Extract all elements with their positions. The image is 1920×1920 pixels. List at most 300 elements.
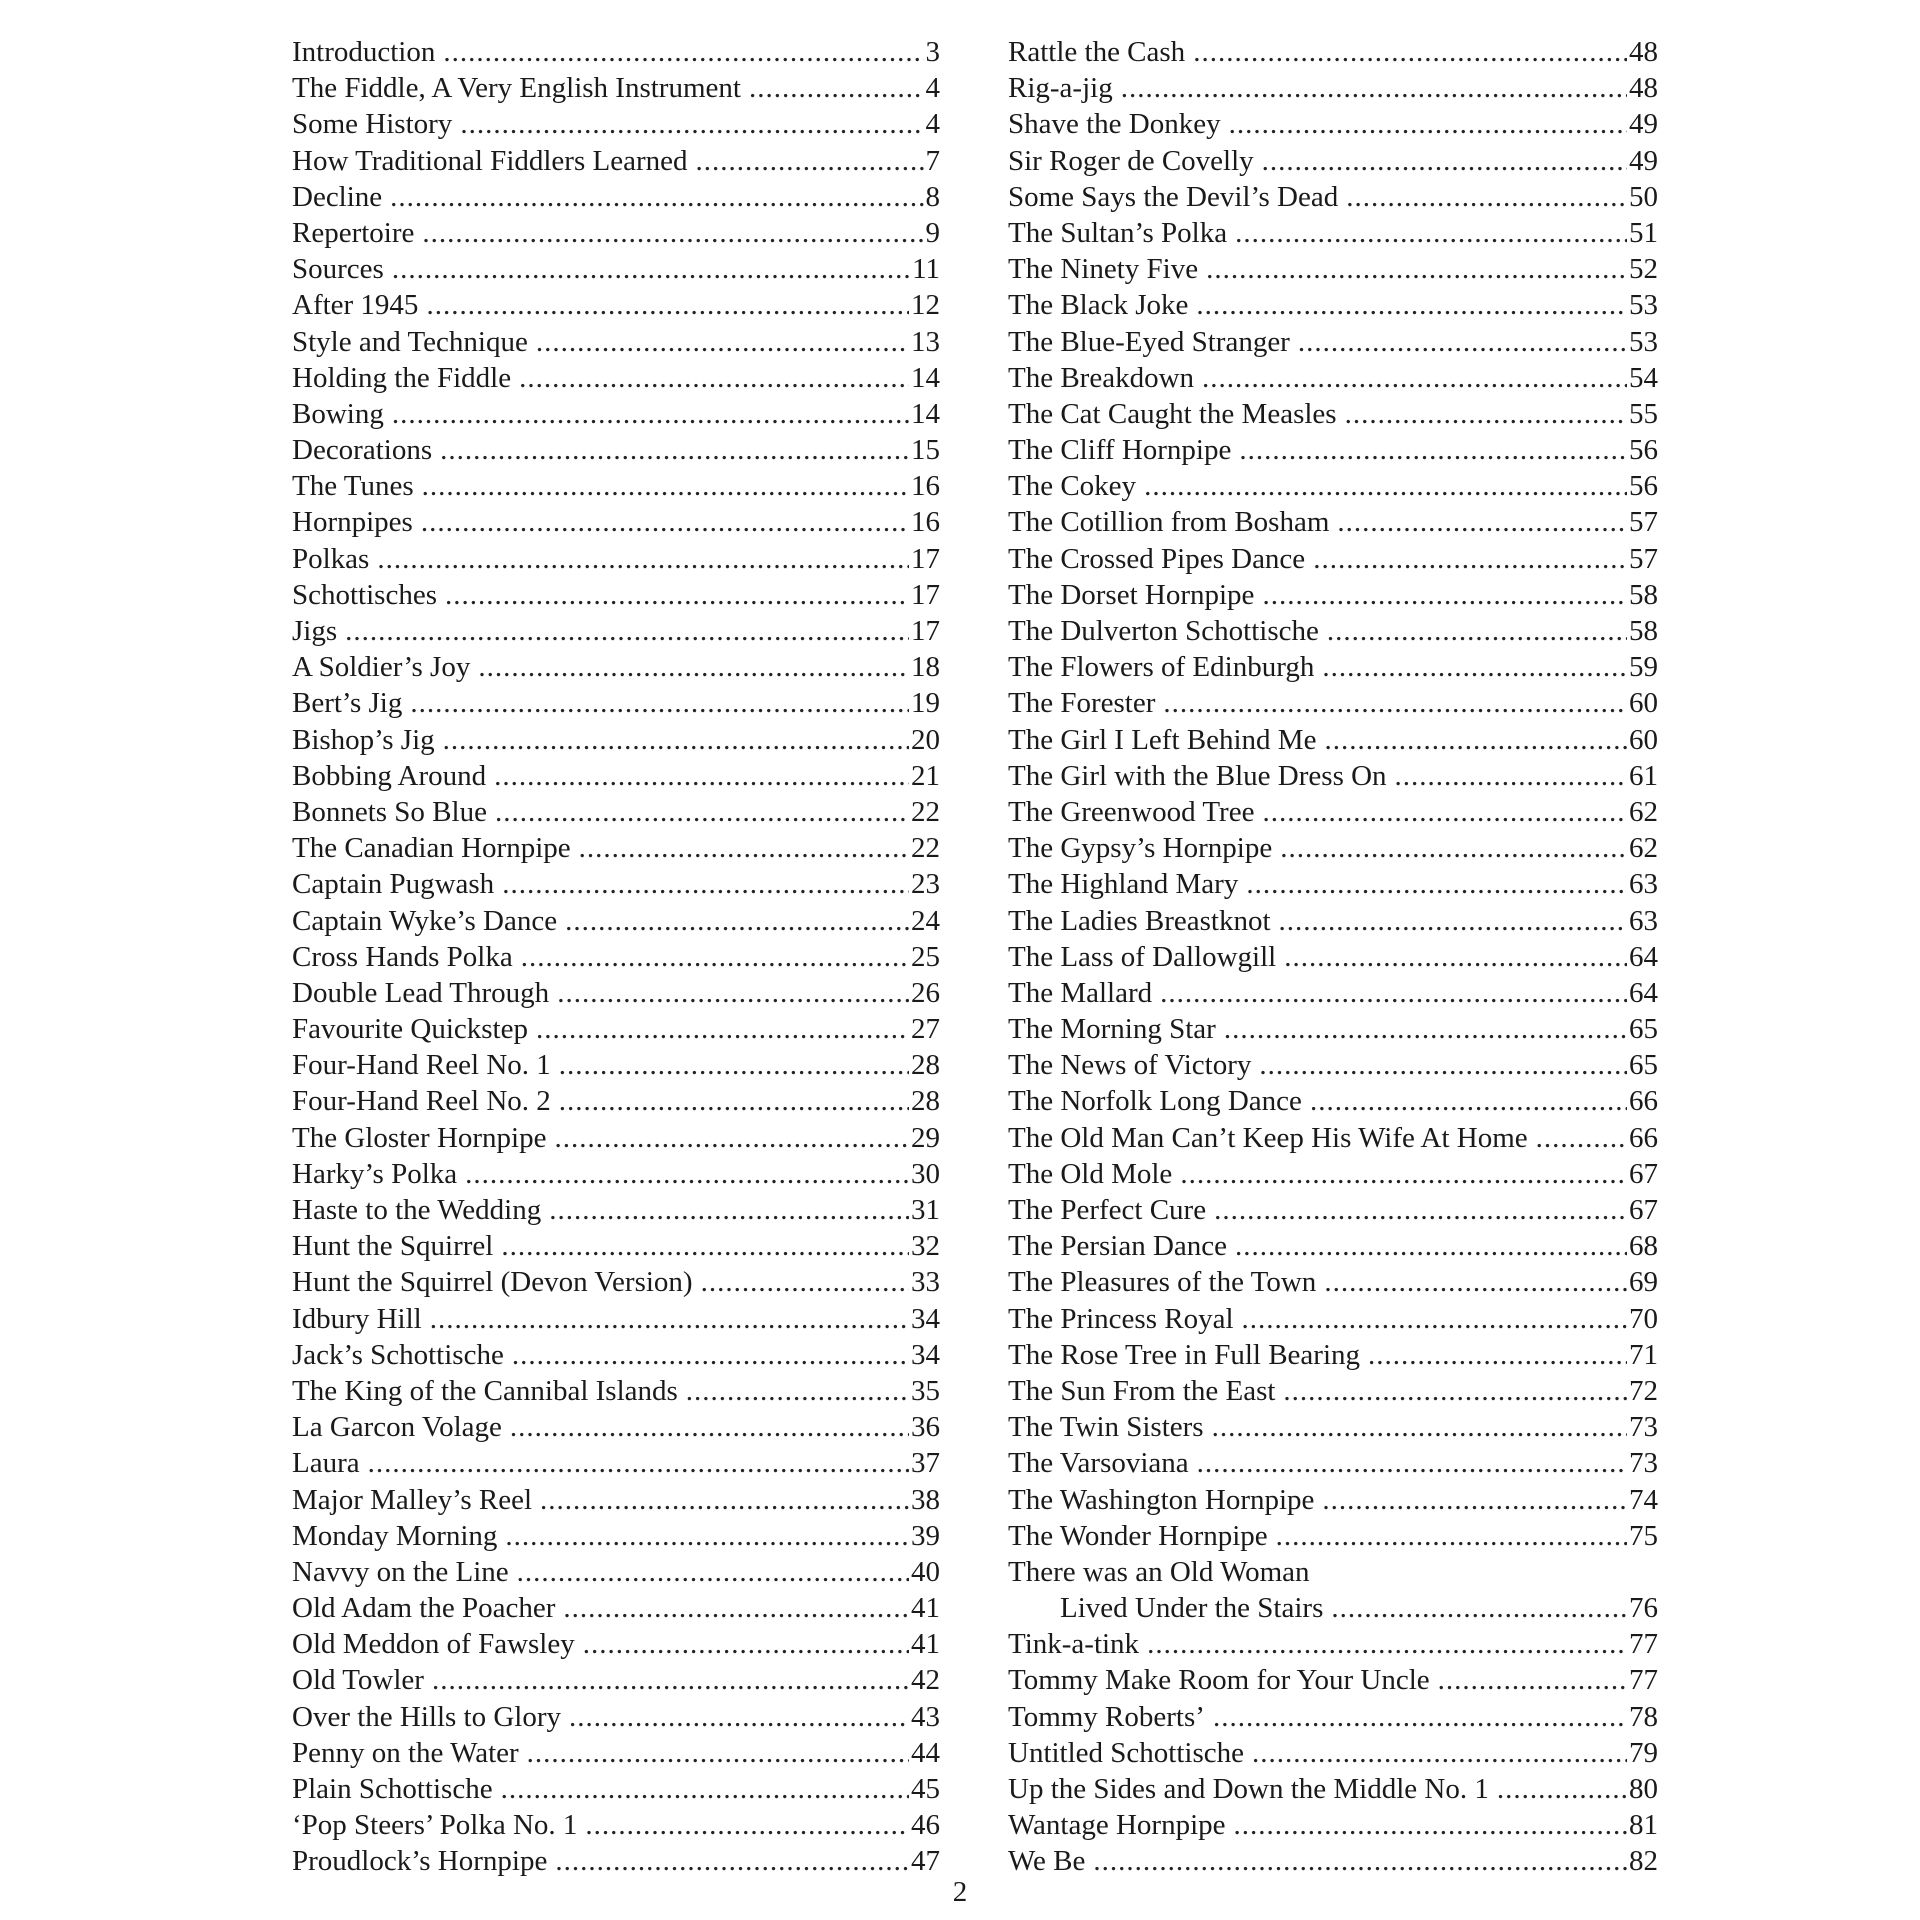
toc-entry-title: Polkas [292, 542, 370, 575]
toc-entry-page: 56 [1629, 434, 1658, 467]
toc-entry [292, 468, 940, 504]
toc-entry-page: 26 [911, 976, 940, 1009]
dot-leader [494, 758, 909, 794]
toc-entry-page: 75 [1629, 1519, 1658, 1552]
toc-entry [292, 70, 940, 106]
toc-entry-title: The Ladies Breastknot [1008, 904, 1271, 937]
dot-leader [540, 1482, 909, 1518]
dot-leader [1324, 1264, 1627, 1300]
toc-entry [292, 1771, 940, 1807]
toc-entry-title: The Tunes [292, 470, 414, 503]
dot-leader [1310, 1083, 1627, 1119]
toc-entry [1008, 1120, 1658, 1156]
toc-entry-title: The Mallard [1008, 976, 1153, 1009]
dot-leader [1196, 287, 1627, 323]
toc-entry-page: 48 [1629, 72, 1658, 105]
toc-entry-page: 55 [1629, 397, 1658, 430]
toc-entry-page: 58 [1629, 615, 1658, 647]
toc-entry-title: The Wonder Hornpipe [1008, 1519, 1268, 1552]
toc-entry [1008, 1662, 1658, 1698]
toc-entry-title: Holding the Fiddle [292, 361, 512, 394]
toc-entry [292, 613, 940, 649]
toc-entry-title: The Varsoviana [1008, 1447, 1189, 1480]
toc-entry-title: The Cokey [1008, 470, 1137, 503]
toc-entry-title: The Cotillion from Bosham [1008, 506, 1330, 539]
toc-entry [292, 1807, 940, 1843]
toc-entry-title: Bert’s Jig [292, 687, 403, 720]
toc-entry [292, 1445, 940, 1481]
toc-entry [292, 1554, 940, 1590]
dot-leader [1395, 758, 1627, 794]
dot-leader [1368, 1337, 1627, 1373]
toc-entry-title: Laura [292, 1447, 360, 1480]
toc-entry-title: Major Malley’s Reel [292, 1483, 533, 1516]
toc-entry-page: 77 [1629, 1628, 1658, 1661]
toc-entry [292, 1047, 940, 1083]
toc-entry-page: 25 [911, 940, 940, 973]
toc-entry [292, 287, 940, 323]
toc-entry [292, 1337, 940, 1373]
toc-entry-title: Captain Wyke’s Dance [292, 904, 558, 937]
toc-entry [1008, 396, 1658, 432]
dot-leader [536, 1011, 909, 1047]
toc-entry [292, 1192, 940, 1228]
toc-entry-title: Shave the Donkey [1008, 108, 1221, 141]
toc-entry-page: 38 [911, 1483, 940, 1516]
dot-leader [1197, 1445, 1627, 1481]
toc-entry [292, 541, 940, 577]
dot-leader [460, 106, 923, 142]
dot-leader [519, 360, 909, 396]
toc-entry [292, 1735, 940, 1771]
toc-entry-title: Hunt the Squirrel (Devon Version) [292, 1266, 693, 1299]
toc-entry-title: The Morning Star [1008, 1013, 1216, 1046]
dot-leader [1242, 1301, 1627, 1337]
toc-entry-page: 62 [1629, 795, 1658, 828]
dot-leader [549, 1192, 909, 1228]
dot-leader [1093, 1843, 1627, 1879]
toc-entry-page: 65 [1629, 1049, 1658, 1082]
toc-entry-title: Captain Pugwash [292, 868, 495, 901]
toc-entry [1008, 1482, 1658, 1518]
toc-entry-title: Plain Schottische [292, 1773, 493, 1805]
dot-leader [1346, 179, 1627, 215]
toc-entry-page: 79 [1629, 1736, 1658, 1769]
toc-entry [292, 106, 940, 142]
toc-entry [1008, 541, 1658, 577]
toc-entry [1008, 468, 1658, 504]
dot-leader [465, 1156, 909, 1192]
dot-leader [1252, 1735, 1627, 1771]
dot-leader [368, 1445, 909, 1481]
dot-leader [505, 1518, 909, 1554]
dot-leader [1202, 360, 1627, 396]
toc-entry-page: 67 [1629, 1157, 1658, 1190]
toc-entry-page: 63 [1629, 904, 1658, 937]
toc-entry [1008, 251, 1658, 287]
toc-entry [1008, 613, 1658, 649]
toc-entry-title: Hunt the Squirrel [292, 1230, 494, 1263]
toc-entry-title: The Old Man Can’t Keep His Wife At Home [1008, 1121, 1528, 1154]
toc-entry-title: Decline [292, 180, 383, 213]
toc-entry-title: Over the Hills to Glory [292, 1700, 562, 1733]
toc-entry [292, 143, 940, 179]
toc-entry-title: The Breakdown [1008, 361, 1195, 394]
toc-entry-title: ‘Pop Steers’ Polka No. 1 [292, 1809, 578, 1842]
dot-leader [1229, 106, 1627, 142]
toc-entry [292, 758, 940, 794]
toc-entry [1008, 722, 1658, 758]
dot-leader [422, 468, 909, 504]
toc-entry-page: 71 [1629, 1338, 1658, 1371]
dot-leader [749, 70, 924, 106]
toc-entry-title: The Blue-Eyed Stranger [1008, 325, 1290, 358]
dot-leader [495, 794, 909, 830]
toc-entry-title: The Norfolk Long Dance [1008, 1085, 1302, 1118]
toc-entry-page: 72 [1629, 1374, 1658, 1407]
toc-entry-page: 77 [1629, 1664, 1658, 1697]
toc-entry [1008, 179, 1658, 215]
toc-entry-page: 15 [911, 434, 940, 467]
toc-entry-page: 68 [1629, 1230, 1658, 1263]
toc-entry-page: 19 [911, 687, 940, 720]
toc-entry-page: 12 [911, 289, 940, 322]
toc-entry-title: The King of the Cannibal Islands [292, 1374, 678, 1407]
toc-entry-page: 14 [911, 361, 940, 394]
toc-entry [292, 251, 940, 287]
toc-entry-page: 47 [911, 1845, 940, 1878]
toc-entry [1008, 1590, 1658, 1626]
dot-leader [1322, 1482, 1627, 1518]
dot-leader [1212, 1409, 1627, 1445]
toc-entry-page: 73 [1629, 1411, 1658, 1444]
toc-entry-title: The Gypsy’s Hornpipe [1008, 832, 1273, 865]
toc-entry-title: The Lass of Dallowgill [1008, 940, 1277, 973]
dot-leader [443, 34, 923, 70]
toc-entry [292, 1590, 940, 1626]
toc-entry-page: 53 [1629, 325, 1658, 358]
dot-leader [345, 613, 909, 649]
toc-entry-page: 35 [911, 1374, 940, 1407]
dot-leader [1276, 1518, 1627, 1554]
toc-entry-page: 39 [911, 1519, 940, 1552]
toc-entry [292, 722, 940, 758]
toc-entry-page: 51 [1629, 216, 1658, 249]
dot-leader [1497, 1771, 1627, 1807]
toc-entry-title: The Perfect Cure [1008, 1194, 1207, 1226]
toc-entry [292, 324, 940, 360]
toc-entry [1008, 1699, 1658, 1735]
toc-entry-page: 36 [911, 1411, 940, 1444]
toc-entry-page: 23 [911, 868, 940, 901]
toc-entry-title: Repertoire [292, 216, 415, 249]
dot-leader [1327, 613, 1627, 649]
dot-leader [430, 1301, 909, 1337]
toc-entry-page: 81 [1629, 1809, 1658, 1842]
toc-entry [1008, 1337, 1658, 1373]
dot-leader [1262, 577, 1627, 613]
toc-entry [292, 649, 940, 685]
toc-entry [1008, 324, 1658, 360]
toc-entry [292, 1482, 940, 1518]
toc-entry [1008, 1445, 1658, 1481]
toc-entry-title: Penny on the Water [292, 1736, 519, 1769]
toc-entry [292, 1662, 940, 1698]
toc-entry-page: 24 [911, 904, 940, 937]
toc-entry-page: 16 [911, 470, 940, 503]
toc-entry-page: 70 [1629, 1302, 1658, 1335]
dot-leader [565, 903, 909, 939]
toc-entry-page: 44 [911, 1736, 940, 1769]
dot-leader [1279, 903, 1627, 939]
toc-entry [1008, 1264, 1658, 1300]
dot-leader [392, 396, 909, 432]
toc-entry-page: 61 [1629, 759, 1658, 792]
toc-entry [292, 1409, 940, 1445]
toc-entry-page: 14 [911, 397, 940, 430]
toc-entry-title: The Dorset Hornpipe [1008, 578, 1255, 611]
toc-entry-page: 80 [1629, 1773, 1658, 1805]
toc-entry-page: 18 [911, 651, 940, 684]
dot-leader [1536, 1120, 1627, 1156]
toc-entry [292, 903, 940, 939]
toc-entry [1008, 794, 1658, 830]
toc-entry-title: The Persian Dance [1008, 1230, 1228, 1263]
toc-entry-page: 73 [1629, 1447, 1658, 1480]
dot-leader [421, 504, 909, 540]
toc-entry-title: The Greenwood Tree [1008, 795, 1255, 828]
toc-entry-page: 45 [911, 1773, 940, 1805]
toc-entry [1008, 34, 1658, 70]
toc-entry-page: 27 [911, 1013, 940, 1046]
toc-entry [1008, 1771, 1658, 1807]
dot-leader [695, 143, 923, 179]
toc-entry-title: The Canadian Hornpipe [292, 832, 571, 865]
toc-entry [1008, 1518, 1658, 1554]
toc-entry-title: Harky’s Polka [292, 1157, 458, 1190]
toc-entry-title: We Be [1008, 1845, 1086, 1878]
toc-entry [1008, 70, 1658, 106]
dot-leader [1262, 143, 1627, 179]
dot-leader [1144, 468, 1627, 504]
toc-entry [1008, 866, 1658, 902]
toc-entry-page: 57 [1629, 542, 1658, 575]
toc-entry-page: 78 [1629, 1700, 1658, 1733]
toc-entry-page: 64 [1629, 940, 1658, 973]
toc-entry [292, 1120, 940, 1156]
toc-entry [1008, 504, 1658, 540]
toc-entry [1008, 1083, 1658, 1119]
dot-leader [585, 1807, 909, 1843]
dot-leader [426, 287, 909, 323]
toc-entry [1008, 1409, 1658, 1445]
toc-entry-title: The Black Joke [1008, 289, 1189, 322]
toc-entry [292, 360, 940, 396]
dot-leader [445, 577, 909, 613]
toc-entry-page: 67 [1629, 1194, 1658, 1226]
dot-leader [432, 1662, 909, 1698]
toc-entry-page: 65 [1629, 1013, 1658, 1046]
toc-entry [292, 794, 940, 830]
dot-leader [390, 179, 923, 215]
dot-leader [1438, 1662, 1627, 1698]
toc-entry [292, 866, 940, 902]
toc-entry-title: A Soldier’s Joy [292, 651, 471, 684]
toc-entry-title: Sir Roger de Covelly [1008, 144, 1254, 177]
toc-entry-title: Navvy on the Line [292, 1555, 509, 1588]
dot-leader [1280, 830, 1627, 866]
dot-leader [555, 1843, 909, 1879]
toc-entry-page: 37 [911, 1447, 940, 1480]
dot-leader [422, 215, 923, 251]
toc-entry-title: The News of Victory [1008, 1049, 1252, 1082]
toc-entry [1008, 1807, 1658, 1843]
dot-leader [1313, 541, 1627, 577]
toc-entry [292, 577, 940, 613]
toc-entry-title: The Girl with the Blue Dress On [1008, 759, 1387, 792]
toc-entry-page: 32 [911, 1230, 940, 1263]
toc-entry-page: 60 [1629, 687, 1658, 720]
toc-entry-page: 16 [911, 506, 940, 539]
toc-entry-title: The Gloster Hornpipe [292, 1121, 547, 1154]
toc-column-right [1008, 34, 1658, 1880]
toc-entry-title: Rig-a-jig [1008, 72, 1113, 105]
toc-entry-title: Hornpipes [292, 506, 413, 539]
toc-entry-page: 66 [1629, 1121, 1658, 1154]
dot-leader [1298, 324, 1627, 360]
toc-entry-title: Some History [292, 108, 453, 141]
toc-entry-title: Cross Hands Polka [292, 940, 513, 973]
toc-entry-page: 41 [911, 1628, 940, 1661]
toc-entry-page: 60 [1629, 723, 1658, 756]
page-number: 2 [952, 1876, 968, 1908]
toc-entry-page: 13 [911, 325, 940, 358]
toc-entry-title: Style and Technique [292, 325, 528, 358]
toc-entry [1008, 685, 1658, 721]
dot-leader [1206, 251, 1627, 287]
dot-leader [510, 1409, 909, 1445]
toc-entry-title: Some Says the Devil’s Dead [1008, 180, 1339, 213]
toc-entry-title: The Washington Hornpipe [1008, 1483, 1315, 1516]
toc-entry-title: Up the Sides and Down the Middle No. 1 [1008, 1773, 1489, 1805]
toc-entry-page: 56 [1629, 470, 1658, 503]
toc-entry-title: Bowing [292, 397, 384, 430]
toc-entry [292, 1699, 940, 1735]
dot-leader [1324, 722, 1627, 758]
dot-leader [1331, 1590, 1627, 1626]
toc-entry-page: 46 [911, 1809, 940, 1842]
toc-entry [1008, 1228, 1658, 1264]
toc-entry-page: 43 [911, 1700, 940, 1733]
toc-entry [292, 1373, 940, 1409]
toc-entry-title: Idbury Hill [292, 1302, 422, 1335]
toc-entry [292, 1264, 940, 1300]
toc-entry-title: After 1945 [292, 289, 419, 322]
toc-entry [292, 215, 940, 251]
toc-entry-page: 52 [1629, 253, 1658, 286]
toc-entry [1008, 1156, 1658, 1192]
toc-entry-page: 53 [1629, 289, 1658, 322]
toc-entry-page: 34 [911, 1302, 940, 1335]
toc-entry-title: Bonnets So Blue [292, 795, 487, 828]
dot-leader [1246, 866, 1627, 902]
dot-leader [555, 1120, 910, 1156]
dot-leader [502, 866, 909, 902]
toc-entry-title: Old Towler [292, 1664, 424, 1697]
toc-entry-title: The Crossed Pipes Dance [1008, 542, 1306, 575]
dot-leader [392, 251, 910, 287]
toc-entry-title: The Pleasures of the Town [1008, 1266, 1317, 1299]
dot-leader [1193, 34, 1627, 70]
dot-leader [512, 1337, 909, 1373]
toc-entry-page: 22 [911, 795, 940, 828]
toc-entry [1008, 360, 1658, 396]
toc-entry-title: Double Lead Through [292, 976, 550, 1009]
toc-entry [292, 830, 940, 866]
toc-entry-title: Schottisches [292, 578, 437, 611]
toc-entry-page: 74 [1629, 1483, 1658, 1516]
toc-entry-title: The Cliff Hornpipe [1008, 434, 1232, 467]
toc-entry-page: 66 [1629, 1085, 1658, 1118]
toc-entry [1008, 432, 1658, 468]
dot-leader [1235, 1228, 1627, 1264]
toc-entry-title: Proudlock’s Hornpipe [292, 1845, 548, 1878]
toc-entry-title: The Princess Royal [1008, 1302, 1234, 1335]
toc-entry-page: 21 [911, 759, 940, 792]
toc-entry-page: 33 [911, 1266, 940, 1299]
toc-entry-page: 49 [1629, 144, 1658, 177]
toc-entry-title: The Fiddle, A Very English Instrument [292, 72, 741, 105]
dot-leader [1160, 975, 1627, 1011]
dot-leader [1147, 1626, 1627, 1662]
toc-entry-title: The Cat Caught the Measles [1008, 397, 1337, 430]
toc-entry-title: La Garcon Volage [292, 1411, 502, 1444]
toc-entry [1008, 1301, 1658, 1337]
toc-entry-page: 28 [911, 1049, 940, 1082]
toc-entry [292, 1843, 940, 1879]
dot-leader [559, 1047, 909, 1083]
dot-leader [377, 541, 909, 577]
toc-entry-title: Introduction [292, 36, 436, 68]
toc-entry-page: 82 [1629, 1845, 1658, 1878]
toc-entry [292, 179, 940, 215]
toc-entry [292, 1083, 940, 1119]
toc-entry-page: 41 [911, 1592, 940, 1625]
toc-entry-page: 7 [925, 144, 940, 177]
toc-entry-title: Tommy Roberts’ [1008, 1700, 1205, 1733]
toc-entry-title: Bobbing Around [292, 759, 487, 792]
toc-entry-title: The Twin Sisters [1008, 1411, 1204, 1444]
toc-entry-title: Old Meddon of Fawsley [292, 1628, 575, 1661]
toc-entry-title: The Dulverton Schottische [1008, 615, 1319, 647]
dot-leader [563, 1590, 909, 1626]
toc-entry-page: 76 [1629, 1592, 1658, 1625]
toc-entry-page: 31 [911, 1194, 940, 1226]
dot-leader [1322, 649, 1627, 685]
toc-entry [292, 396, 940, 432]
toc-entry-title: Untitled Schottische [1008, 1736, 1244, 1769]
toc-entry-title: Tink-a-tink [1008, 1628, 1140, 1661]
dot-leader [1239, 432, 1627, 468]
toc-entry-page: 8 [925, 180, 940, 213]
dot-leader [1234, 1807, 1628, 1843]
dot-leader [1345, 396, 1627, 432]
toc-entry [1008, 1011, 1658, 1047]
toc-entry-page: 50 [1629, 180, 1658, 213]
dot-leader [440, 432, 909, 468]
dot-leader [1163, 685, 1627, 721]
dot-leader [686, 1373, 909, 1409]
